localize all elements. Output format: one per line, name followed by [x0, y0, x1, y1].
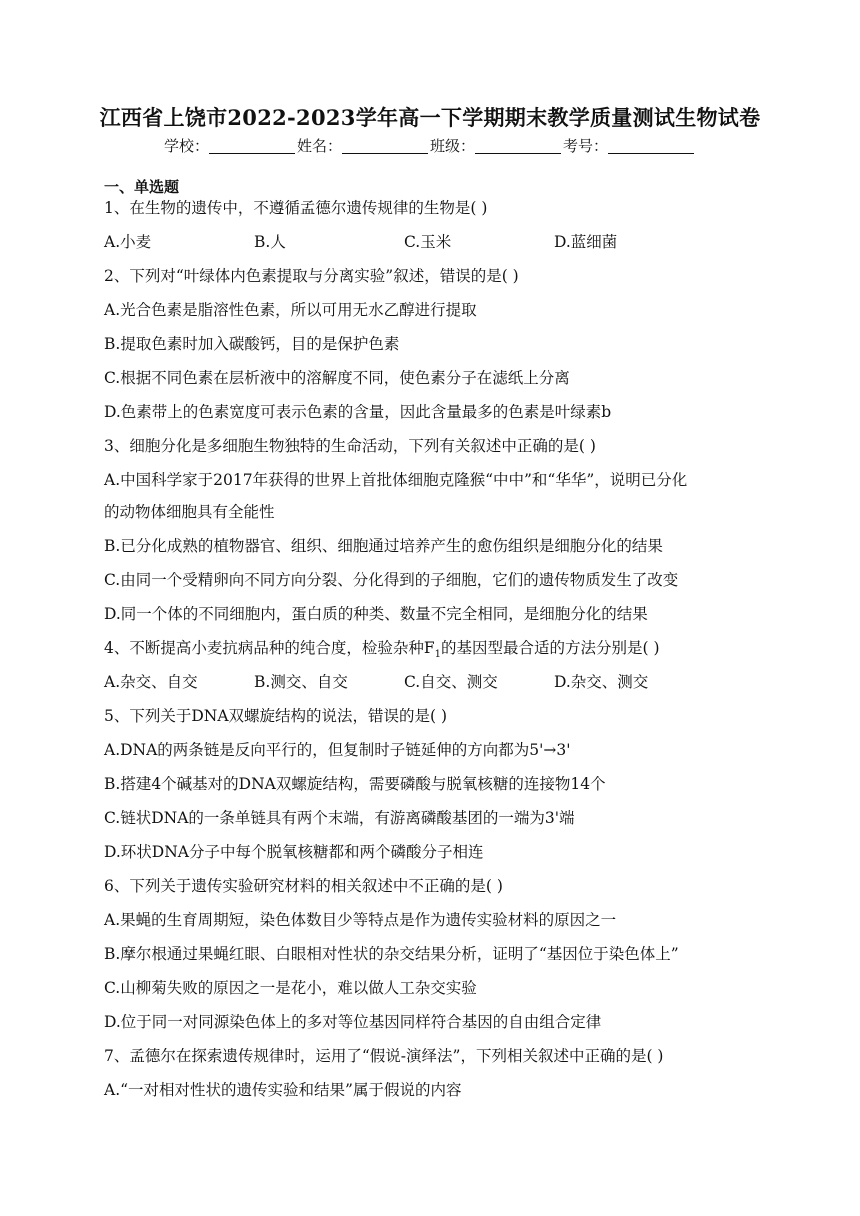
q4-option-a: A.杂交、自交 [104, 673, 198, 691]
q1-option-b: B.人 [254, 233, 286, 251]
q3-option-b: B.已分化成熟的植物器官、组织、细胞通过培养产生的愈伤组织是细胞分化的结果 [104, 537, 663, 555]
q2-option-c: C.根据不同色素在层析液中的溶解度不同，使色素分子在滤纸上分离 [104, 369, 570, 387]
q3-option-a: A.中国科学家于2017年获得的世界上首批体细胞克隆猴“中中”和“华华”，说明已分化 [104, 471, 688, 489]
q1-option-d: D.蓝细菌 [554, 233, 618, 251]
q4-stem-post: 的基因型最合适的方法分别是( ) [441, 639, 660, 657]
q3-option-c: C.由同一个受精卵向不同方向分裂、分化得到的子细胞，它们的遗传物质发生了改变 [104, 571, 679, 589]
q6-option-c: C.山柳菊失败的原因之一是花小，难以做人工杂交实验 [104, 979, 477, 997]
name-blank [342, 138, 428, 154]
q6-option-b: B.摩尔根通过果蝇红眼、白眼相对性状的杂交结果分析，证明了“基因位于染色体上” [104, 945, 679, 963]
q3-option-a-cont: 的动物体细胞具有全能性 [104, 503, 275, 521]
question-4-stem [104, 638, 660, 665]
q4-stem-pre: 4、不断提高小麦抗病品种的纯合度，检验杂种F [104, 639, 435, 657]
q5-option-b: B.搭建4个碱基对的DNA双螺旋结构，需要磷酸与脱氧核糖的连接物14个 [104, 775, 606, 793]
q5-option-c: C.链状DNA的一条单链具有两个末端，有游离磷酸基团的一端为3'端 [104, 809, 575, 827]
q2-option-a: A.光合色素是脂溶性色素，所以可用无水乙醇进行提取 [104, 301, 477, 319]
q1-option-c: C.玉米 [404, 233, 452, 251]
exam-title: 江西省上饶市2022-2023学年高一下学期期末教学质量测试生物试卷 [99, 105, 761, 130]
q4-option-d: D.杂交、测交 [554, 673, 649, 691]
q2-option-b: B.提取色素时加入碳酸钙，目的是保护色素 [104, 335, 400, 353]
q6-option-d: D.位于同一对同源染色体上的多对等位基因同样符合基因的自由组合定律 [104, 1013, 602, 1031]
question-5-stem: 5、下列关于DNA双螺旋结构的说法，错误的是( ) [104, 707, 448, 725]
q4-option-c: C.自交、测交 [404, 673, 498, 691]
q1-option-a: A.小麦 [104, 233, 152, 251]
question-2-stem: 2、下列对“叶绿体内色素提取与分离实验”叙述，错误的是( ) [104, 267, 519, 285]
class-blank [475, 138, 561, 154]
exam-no-blank [608, 138, 694, 154]
q4-option-b: B.测交、自交 [254, 673, 348, 691]
exam-no-label: 考号： [563, 137, 609, 155]
name-label: 姓名： [296, 137, 342, 155]
question-3-stem: 3、细胞分化是多细胞生物独特的生命活动，下列有关叙述中正确的是( ) [104, 437, 596, 455]
q4-stem-sub: 1 [434, 649, 441, 661]
q7-option-a: A.“一对相对性状的遗传实验和结果”属于假说的内容 [104, 1081, 462, 1099]
q5-option-d: D.环状DNA分子中每个脱氧核糖都和两个磷酸分子相连 [104, 843, 484, 861]
question-1-stem: 1、在生物的遗传中，不遵循孟德尔遗传规律的生物是( ) [104, 199, 488, 217]
question-6-stem: 6、下列关于遗传实验研究材料的相关叙述中不正确的是( ) [104, 877, 503, 895]
q5-option-a: A.DNA的两条链是反向平行的，但复制时子链延伸的方向都为5'→3' [104, 741, 571, 759]
school-blank [209, 138, 295, 154]
student-info-line [0, 135, 860, 156]
question-7-stem: 7、孟德尔在探索遗传规律时，运用了“假说-演绎法”，下列相关叙述中正确的是( ) [104, 1047, 664, 1065]
q2-option-d: D.色素带上的色素宽度可表示色素的含量，因此含量最多的色素是叶绿素b [104, 403, 612, 421]
class-label: 班级： [430, 137, 476, 155]
q6-option-a: A.果蝇的生育周期短，染色体数目少等特点是作为遗传实验材料的原因之一 [104, 911, 617, 929]
school-label: 学校： [163, 137, 209, 155]
section-title: 一、单选题 [104, 178, 180, 196]
q3-option-d: D.同一个体的不同细胞内，蛋白质的种类、数量不完全相同，是细胞分化的结果 [104, 605, 648, 623]
